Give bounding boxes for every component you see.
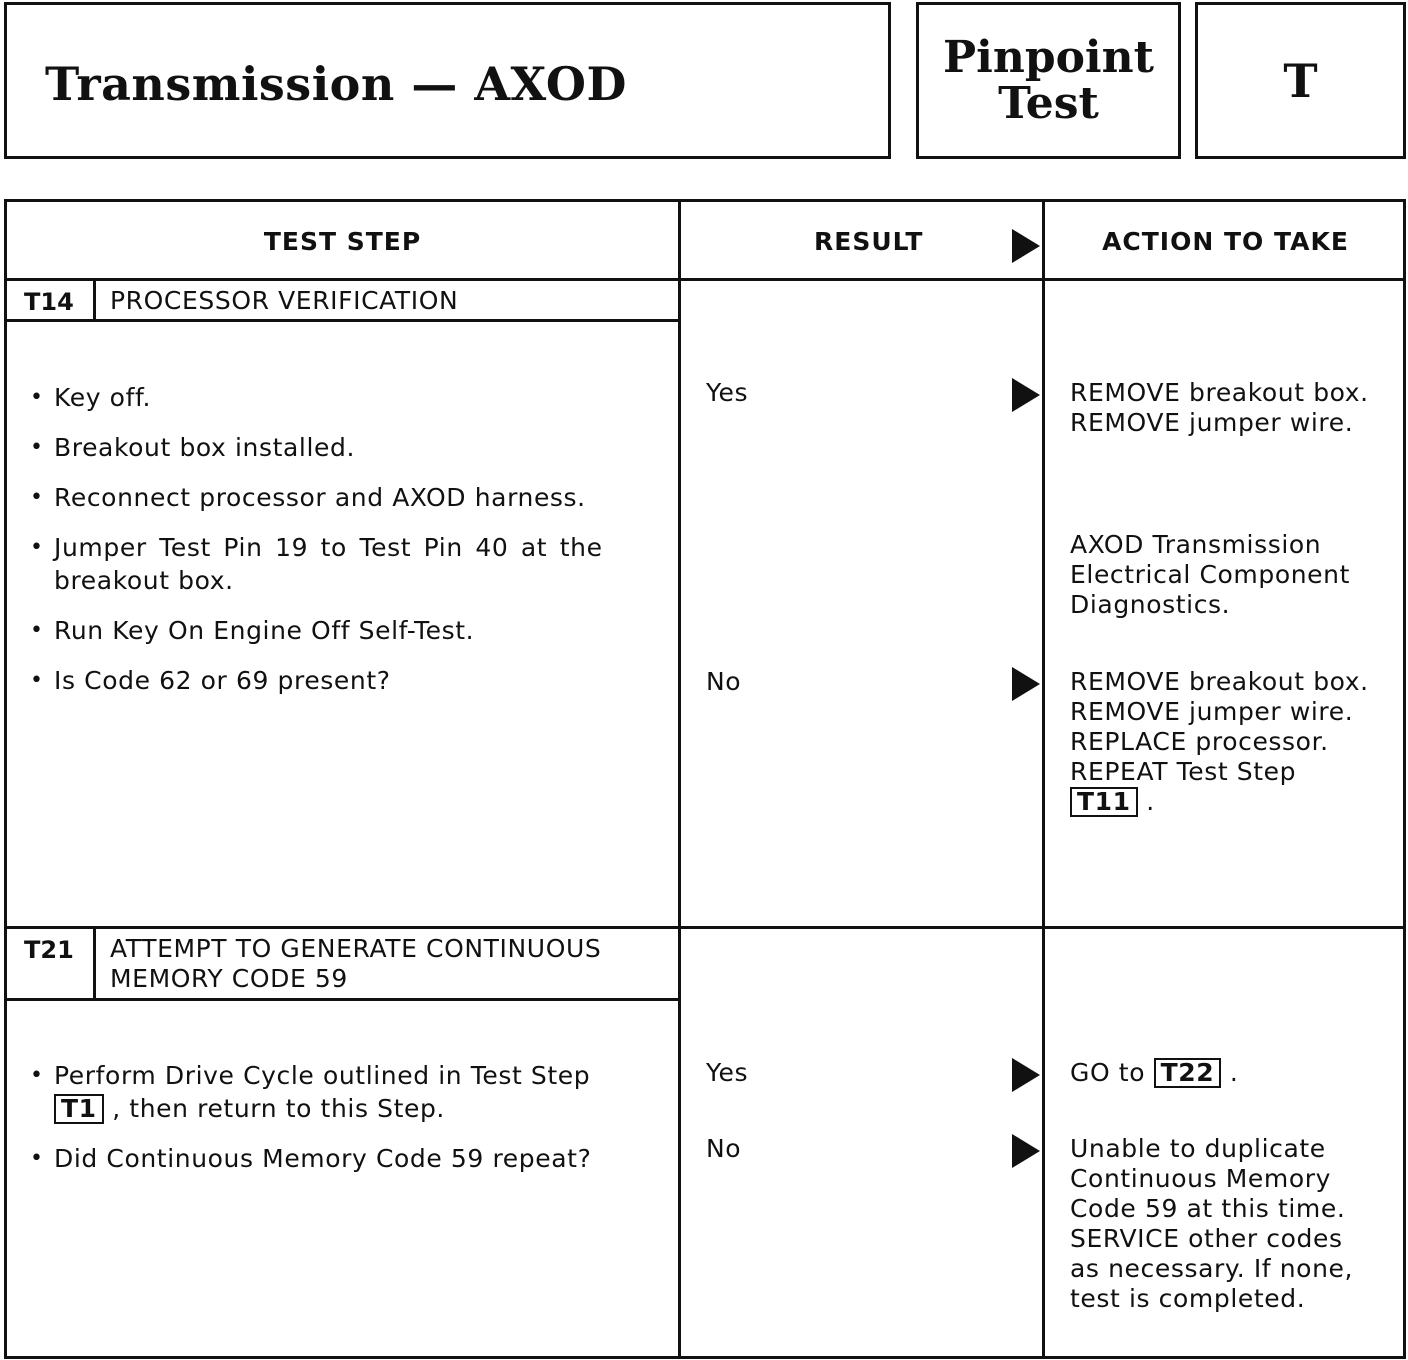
action-yes: GO to T22 . bbox=[1070, 1058, 1239, 1087]
step-title-divider bbox=[7, 998, 678, 1001]
step-ref-t22[interactable]: T22 bbox=[1154, 1058, 1222, 1088]
bullet-item: • Reconnect processor and AXOD harness. bbox=[30, 483, 586, 512]
col-header-test-step: TEST STEP bbox=[263, 226, 422, 256]
step-id-divider bbox=[93, 281, 96, 320]
column-divider bbox=[678, 202, 681, 1356]
pinpoint-table bbox=[4, 199, 1406, 1359]
bullet-item: • Perform Drive Cycle outlined in Test Step T1 , then return to this Step. bbox=[30, 1061, 591, 1123]
action-reference: AXOD Transmission Electrical Component Diagnostics. bbox=[1070, 530, 1350, 619]
bullet-item: • Jumper Test Pin 19 to Test Pin 40 at the breakout box. bbox=[30, 533, 603, 595]
action-yes: REMOVE breakout box. REMOVE jumper wire. bbox=[1070, 378, 1369, 437]
bullet-item: • Breakout box installed. bbox=[30, 433, 356, 462]
step-title-t21: ATTEMPT TO GENERATE CONTINUOUS MEMORY CODE 59 bbox=[110, 934, 602, 993]
pinpoint-test-box bbox=[916, 2, 1181, 159]
arrow-icon bbox=[1012, 1058, 1040, 1092]
bullet-item: • Did Continuous Memory Code 59 repeat? bbox=[30, 1144, 592, 1173]
arrow-icon bbox=[1012, 1134, 1040, 1168]
section-letter: T bbox=[1283, 53, 1318, 108]
result-no: No bbox=[706, 1134, 742, 1163]
step-ref-t11[interactable]: T11 bbox=[1070, 787, 1138, 817]
arrow-icon bbox=[1012, 378, 1040, 412]
step-id-t21: T21 bbox=[24, 936, 74, 964]
step-id-t14: T14 bbox=[24, 288, 74, 316]
pinpoint-label: Pinpoint bbox=[943, 31, 1154, 83]
action-no: Unable to duplicate Continuous Memory Code 59 at this time. SERVICE other codes as necessary. If none, test is completed. bbox=[1070, 1134, 1354, 1313]
bullet-item: • Key off. bbox=[30, 383, 152, 412]
col-header-result: RESULT bbox=[814, 226, 924, 256]
action-no: REMOVE breakout box. REMOVE jumper wire. REPLACE processor. REPEAT Test Step T11 . bbox=[1070, 667, 1369, 816]
section-box bbox=[1195, 2, 1406, 159]
arrow-icon bbox=[1012, 667, 1040, 701]
row-divider bbox=[7, 926, 1403, 929]
step-title-t14: PROCESSOR VERIFICATION bbox=[110, 286, 459, 315]
title-box bbox=[4, 2, 891, 159]
step-ref-t1[interactable]: T1 bbox=[54, 1094, 104, 1124]
col-header-action: ACTION TO TAKE bbox=[1102, 226, 1349, 256]
document-title: Transmission — AXOD bbox=[45, 57, 627, 111]
column-divider bbox=[1042, 202, 1045, 1356]
result-yes: Yes bbox=[706, 378, 749, 407]
bullet-item: • Run Key On Engine Off Self-Test. bbox=[30, 616, 475, 645]
step-id-divider bbox=[93, 929, 96, 999]
result-no: No bbox=[706, 667, 742, 696]
result-yes: Yes bbox=[706, 1058, 749, 1087]
arrow-icon bbox=[1012, 229, 1040, 263]
test-label: Test bbox=[998, 77, 1099, 129]
bullet-item: • Is Code 62 or 69 present? bbox=[30, 666, 391, 695]
step-title-divider bbox=[7, 319, 678, 322]
